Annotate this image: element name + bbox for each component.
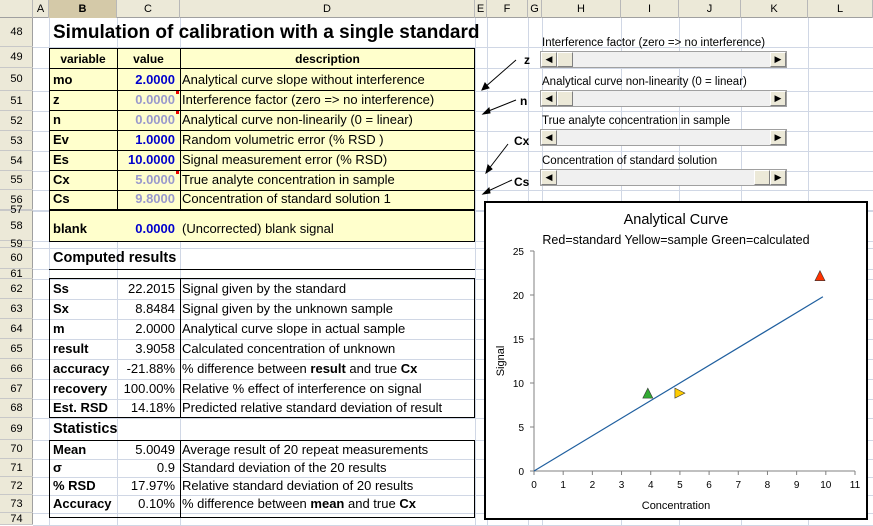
row-header-bar: [0, 18, 33, 525]
stats-description-part: mean: [310, 496, 345, 511]
row-header-52[interactable]: 52: [0, 111, 33, 131]
column-header-d[interactable]: D: [180, 0, 475, 18]
slider-nonlinearity[interactable]: [540, 90, 787, 107]
page-title: Simulation of calibration with a single standard: [53, 22, 480, 43]
computed-value: 100.00%: [123, 381, 175, 396]
scroll-left-icon[interactable]: ◀: [541, 52, 557, 67]
y-axis-label: Signal: [495, 345, 507, 377]
computed-description: [182, 361, 417, 376]
input-divider-2: [180, 48, 181, 210]
scroll-left-icon[interactable]: ◀: [541, 170, 557, 185]
slider-standard[interactable]: [540, 169, 787, 186]
comment-indicator[interactable]: [176, 111, 179, 114]
row-header-63[interactable]: 63: [0, 299, 33, 319]
computed-description-part: and true: [345, 361, 401, 376]
computed-description-part: Cx: [400, 361, 418, 376]
point-standard: [815, 271, 825, 281]
row-header-51[interactable]: 51: [0, 91, 33, 111]
arrow-label-z: z: [524, 53, 530, 67]
chart-svg: [486, 203, 866, 518]
computed-variable: Ss: [53, 281, 69, 296]
row-header-69[interactable]: 69: [0, 418, 33, 440]
inputs-description: Analytical curve non-linearily (0 = linear): [182, 112, 413, 127]
scroll-right-icon[interactable]: ▶: [770, 130, 786, 145]
scroll-right-icon[interactable]: ▶: [770, 91, 786, 106]
computed-description: Analytical curve slope in actual sample: [182, 321, 406, 336]
column-header-g[interactable]: G: [528, 0, 542, 18]
y-tick-label: 0: [518, 467, 524, 478]
row-header-65[interactable]: 65: [0, 339, 33, 359]
inputs-variable: Cs: [53, 191, 70, 206]
row-header-56[interactable]: 56: [0, 190, 33, 210]
stats-variable: Accuracy: [53, 496, 112, 511]
computed-description-part: result: [310, 361, 346, 376]
slider-thumb[interactable]: [754, 170, 770, 185]
scroll-left-icon[interactable]: ◀: [541, 130, 557, 145]
x-tick-label: 10: [820, 480, 832, 491]
scroll-right-icon[interactable]: ▶: [770, 52, 786, 67]
inputs-variable: n: [53, 112, 61, 127]
row-header-53[interactable]: 53: [0, 131, 33, 151]
row-header-70[interactable]: 70: [0, 440, 33, 459]
blank-variable: blank: [53, 221, 87, 236]
stats-variable: σ: [53, 460, 62, 475]
inputs-row-divider: [49, 150, 475, 151]
row-header-61[interactable]: 61: [0, 269, 33, 279]
x-tick-label: 1: [560, 480, 566, 491]
stats-description: [182, 496, 416, 511]
computed-variable: m: [53, 321, 65, 336]
comment-indicator[interactable]: [176, 171, 179, 174]
input-bottom-divider: [49, 210, 475, 211]
inputs-value[interactable]: 0.0000: [135, 92, 175, 107]
stats-description-part: and true: [344, 496, 400, 511]
column-header-c[interactable]: C: [117, 0, 180, 18]
computed-variable: accuracy: [53, 361, 110, 376]
computed-description-part: % difference between: [182, 361, 311, 376]
row-header-66[interactable]: 66: [0, 359, 33, 379]
inputs-description: Signal measurement error (% RSD): [182, 152, 388, 167]
column-header-j[interactable]: J: [679, 0, 741, 18]
inputs-value[interactable]: 1.0000: [135, 132, 175, 147]
x-tick-label: 3: [618, 480, 625, 491]
row-header-62[interactable]: 62: [0, 279, 33, 299]
column-header-h[interactable]: H: [542, 0, 621, 18]
computed-variable: Sx: [53, 301, 69, 316]
row-header-50[interactable]: 50: [0, 68, 33, 91]
scroll-left-icon[interactable]: ◀: [541, 91, 557, 106]
inputs-row-divider: [49, 130, 475, 131]
inputs-description: Interference factor (zero => no interference): [182, 92, 435, 107]
arrow-pointers: [476, 48, 546, 198]
column-header-k[interactable]: K: [741, 0, 808, 18]
row-header-64[interactable]: 64: [0, 319, 33, 339]
computed-description: Relative % effect of interference on signal: [182, 381, 422, 396]
stats-description-part: % difference between: [182, 496, 311, 511]
column-header-l[interactable]: L: [808, 0, 873, 18]
computed-value: 14.18%: [130, 400, 175, 415]
slider-label-interference: Interference factor (zero => no interference): [542, 37, 766, 49]
computed-top-line: [49, 269, 475, 270]
column-header-e[interactable]: E: [475, 0, 487, 18]
column-header-a[interactable]: A: [33, 0, 49, 18]
x-axis-label: Concentration: [641, 500, 711, 512]
row-header-71[interactable]: 71: [0, 459, 33, 477]
x-tick-label: 5: [677, 480, 683, 491]
row-header-72[interactable]: 72: [0, 477, 33, 495]
arrow-label-cx: Cx: [514, 134, 530, 148]
inputs-description: Analytical curve slope without interference: [182, 72, 425, 87]
inputs-value[interactable]: 10.0000: [128, 152, 175, 167]
x-tick-label: 7: [735, 480, 742, 491]
row-header-74[interactable]: 74: [0, 513, 33, 525]
row-header-67[interactable]: 67: [0, 379, 33, 399]
y-tick-label: 15: [512, 335, 524, 346]
row-header-55[interactable]: 55: [0, 171, 33, 190]
computed-description: Predicted relative standard deviation of result: [182, 400, 443, 415]
computed-value: 22.2015: [128, 281, 175, 296]
inputs-variable: Es: [53, 152, 69, 167]
stats-value: 17.97%: [130, 478, 175, 493]
row-header-68[interactable]: 68: [0, 399, 33, 418]
slider-label-standard: Concentration of standard solution: [542, 155, 718, 167]
inputs-value[interactable]: 5.0000: [135, 172, 175, 187]
stats-variable: Mean: [53, 442, 87, 457]
y-tick-label: 10: [512, 379, 524, 390]
input-header-divider: [49, 68, 475, 69]
x-tick-label: 4: [647, 480, 654, 491]
row-header-73[interactable]: 73: [0, 495, 33, 513]
computed-variable: Est. RSD: [53, 400, 108, 415]
column-header-b[interactable]: B: [49, 0, 117, 18]
inputs-value[interactable]: 0.0000: [135, 112, 175, 127]
inputs-value[interactable]: 9.8000: [135, 191, 175, 206]
stats-variable: % RSD: [53, 478, 96, 493]
x-tick-label: 2: [589, 480, 596, 491]
point-sample: [675, 388, 685, 398]
scroll-right-icon[interactable]: ▶: [770, 170, 786, 185]
inputs-variable: mo: [53, 72, 73, 87]
inputs-variable: Ev: [53, 132, 69, 147]
column-header-f[interactable]: F: [487, 0, 528, 18]
stats-description: Average result of 20 repeat measurements: [182, 442, 429, 457]
column-header-i[interactable]: I: [621, 0, 679, 18]
slider-interference[interactable]: [540, 51, 787, 68]
computed-value: -21.88%: [126, 361, 175, 376]
inputs-row-divider: [49, 170, 475, 171]
inputs-description: Concentration of standard solution 1: [182, 191, 391, 206]
stats-description: Standard deviation of the 20 results: [182, 460, 387, 475]
chart-title: Analytical Curve: [623, 212, 729, 228]
row-header-57[interactable]: 57: [0, 210, 33, 211]
x-tick-label: 9: [793, 480, 800, 491]
computed-value: 8.8484: [135, 301, 175, 316]
arrow-label-cs: Cs: [514, 175, 530, 189]
row-header-48[interactable]: 48: [0, 18, 33, 47]
computed-divider: [180, 278, 181, 418]
header-variable: variable: [60, 52, 106, 66]
row-header-59[interactable]: 59: [0, 241, 33, 248]
analytical-curve-chart[interactable]: [484, 201, 868, 520]
calibration-line: [534, 297, 823, 471]
inputs-row-divider: [49, 90, 475, 91]
x-tick-label: 0: [531, 480, 537, 491]
column-header-bar: [0, 0, 873, 18]
slider-label-nonlinearity: Analytical curve non-linearity (0 = linear): [542, 76, 747, 88]
x-tick-label: 8: [764, 480, 771, 491]
inputs-row-divider: [49, 209, 475, 210]
y-tick-label: 20: [512, 291, 524, 302]
computed-value: 3.9058: [135, 341, 175, 356]
x-tick-label: 6: [706, 480, 712, 491]
slider-thumb[interactable]: [557, 52, 573, 67]
y-tick-label: 25: [512, 247, 524, 258]
computed-results-title: Computed results: [53, 250, 177, 266]
row-header-49[interactable]: 49: [0, 47, 33, 68]
inputs-row-divider: [49, 110, 475, 111]
row-header-54[interactable]: 54: [0, 151, 33, 171]
header-description: description: [295, 52, 360, 66]
inputs-description: True analyte concentration in sample: [182, 172, 395, 187]
slider-thumb[interactable]: [557, 91, 573, 106]
slider-label-analyte: True analyte concentration in sample: [542, 115, 731, 127]
stats-description: Relative standard deviation of 20 results: [182, 478, 414, 493]
header-value: value: [133, 52, 164, 66]
computed-description: Signal given by the standard: [182, 281, 347, 296]
inputs-variable: Cx: [53, 172, 70, 187]
select-all-corner[interactable]: [0, 0, 33, 18]
stats-description-part: Cx: [399, 496, 416, 511]
inputs-description: Random volumetric error (% RSD ): [182, 132, 384, 147]
computed-variable: result: [53, 341, 89, 356]
inputs-value[interactable]: 2.0000: [135, 72, 175, 87]
y-tick-label: 5: [518, 423, 524, 434]
chart-subtitle: Red=standard Yellow=sample Green=calculated: [542, 233, 810, 247]
computed-description: Signal given by the unknown sample: [182, 301, 394, 316]
arrow-label-n: n: [520, 94, 528, 108]
stats-value: 5.0049: [135, 442, 175, 457]
computed-variable: recovery: [53, 381, 108, 396]
stats-value: 0.10%: [138, 496, 175, 511]
stats-value: 0.9: [156, 460, 175, 475]
computed-description: Calculated concentration of unknown: [182, 341, 396, 356]
row-header-60[interactable]: 60: [0, 248, 33, 269]
statistics-title: Statistics: [53, 421, 118, 437]
point-calculated: [643, 388, 653, 398]
statistics-divider: [180, 440, 181, 518]
comment-indicator[interactable]: [176, 91, 179, 94]
blank-value[interactable]: 0.0000: [135, 221, 175, 236]
row-header-58[interactable]: 58: [0, 211, 33, 241]
blank-description: (Uncorrected) blank signal: [182, 221, 334, 236]
computed-value: 2.0000: [135, 321, 175, 336]
slider-analyte[interactable]: [540, 129, 787, 146]
x-tick-label: 11: [849, 480, 861, 491]
inputs-variable: z: [53, 92, 60, 107]
